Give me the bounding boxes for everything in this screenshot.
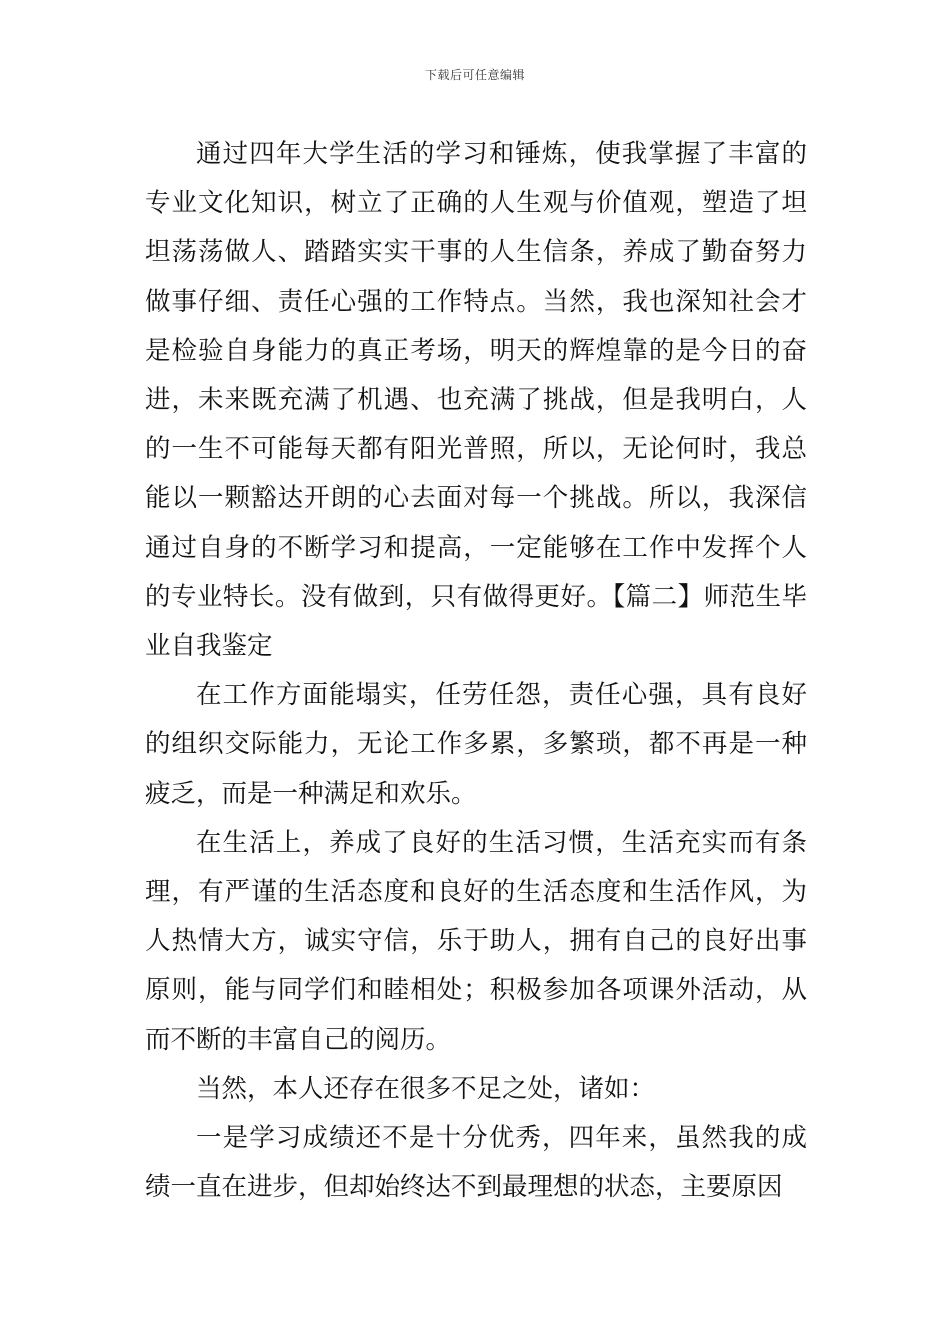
- page-header: 下载后可任意编辑: [424, 68, 525, 82]
- paragraph: 通过四年大学生活的学习和锤炼，使我掌握了丰富的专业文化知识，树立了正确的人生观与价值观，塑造了坦坦荡荡做人、踏踏实实干事的人生信条，养成了勤奋努力做事仔细、责任心强的工作特点。当然，我也深知社会才是检验自身能力的真正考场，明天的辉煌靠的是今日的奋进，未来既充满了机遇、也充满了挑战，但是我明白，人的一生不可能每天都有阳光普照，所以，无论何时，我总能以一颗豁达开朗的心去面对每一个挑战。所以，我深信通过自身的不断学习和提高，一定能够在工作中发挥个人的专业特长。没有做到，只有做得更好。【篇二】师范生毕业自我鉴定: [145, 139, 807, 662]
- document-body: [145, 130, 807, 1212]
- paragraph: 当然，本人还存在很多不足之处，诸如：: [196, 1073, 656, 1104]
- paragraph: 在工作方面能塌实，任劳任怨，责任心强，具有良好的组织交际能力，无论工作多累，多繁琐，都不再是一种疲乏，而是一种满足和欢乐。: [145, 680, 807, 809]
- paragraph: 在生活上，养成了良好的生活习惯，生活充实而有条理，有严谨的生活态度和良好的生活态度和生活作风，为人热情大方，诚实守信，乐于助人，拥有自己的良好出事原则，能与同学们和睦相处；积极参加各项课外活动，从而不断的丰富自己的阅历。: [145, 827, 807, 1055]
- paragraph: 一是学习成绩还不是十分优秀，四年来，虽然我的成绩一直在进步，但却始终达不到最理想的状态，主要原因: [145, 1123, 807, 1203]
